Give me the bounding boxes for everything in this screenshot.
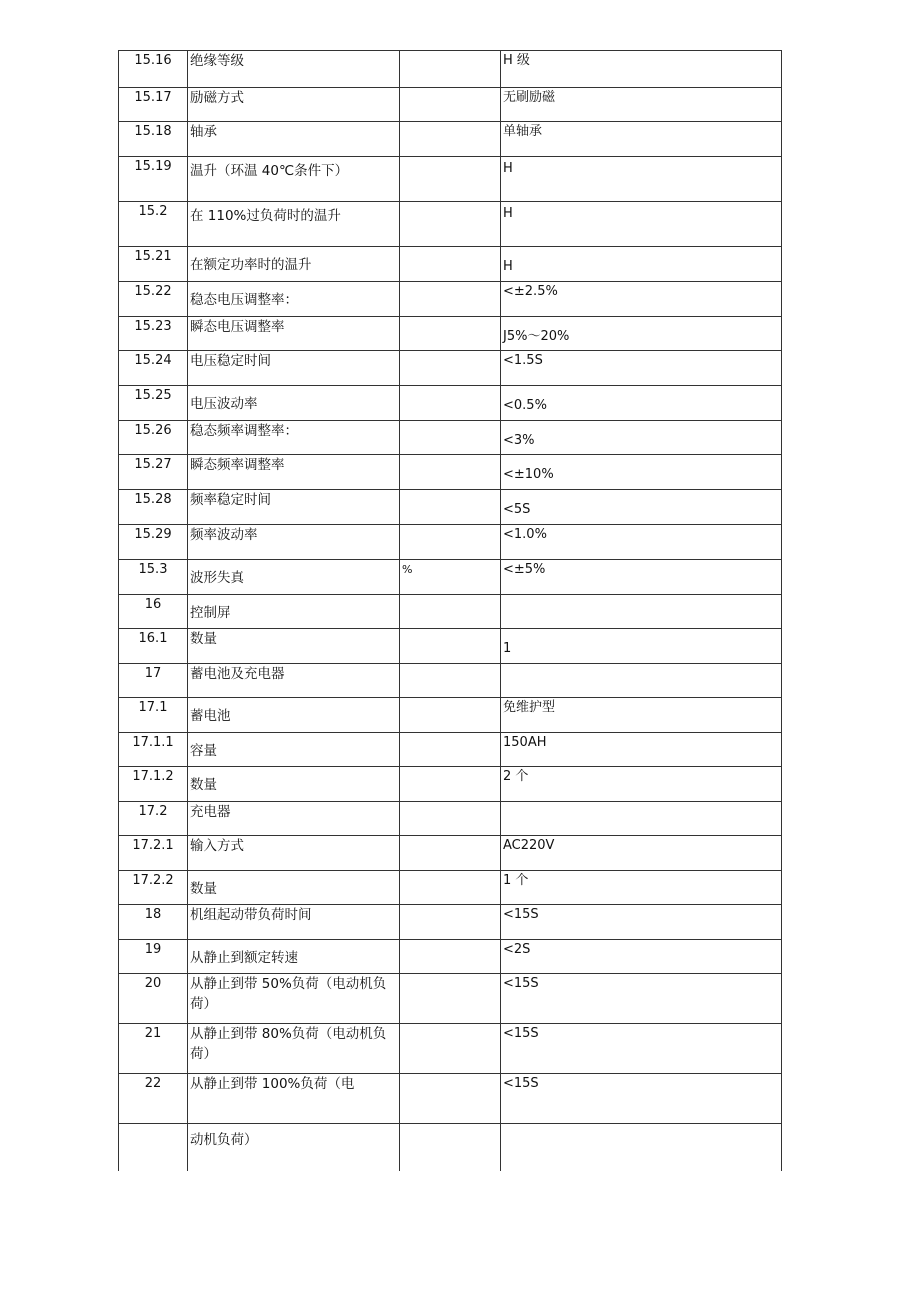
row-item: 输入方式	[188, 836, 400, 871]
row-number: 15.23	[119, 317, 188, 351]
row-number: 21	[119, 1024, 188, 1074]
table-row	[119, 560, 782, 595]
row-value: <2S	[501, 940, 782, 974]
row-unit	[400, 88, 501, 122]
row-number: 17.2.1	[119, 836, 188, 871]
row-value: H	[501, 247, 782, 282]
row-unit	[400, 1124, 501, 1171]
table-row	[119, 905, 782, 940]
row-item: 电压稳定时间	[188, 351, 400, 386]
row-item: 容量	[188, 733, 400, 767]
row-item: 从静止到带 80%负荷（电动机负荷）	[188, 1024, 400, 1074]
row-unit	[400, 1024, 501, 1074]
row-number: 16	[119, 595, 188, 629]
row-unit	[400, 802, 501, 836]
row-item: 从静止到带 50%负荷（电动机负荷）	[188, 974, 400, 1024]
row-value	[501, 802, 782, 836]
table-row	[119, 1124, 782, 1171]
row-unit	[400, 629, 501, 664]
row-unit	[400, 698, 501, 733]
spec-table-body	[119, 51, 782, 1171]
row-unit	[400, 767, 501, 802]
table-row	[119, 836, 782, 871]
row-value: 免维护型	[501, 698, 782, 733]
row-value: 1	[501, 629, 782, 664]
row-item: 数量	[188, 767, 400, 802]
row-item: 稳态频率调整率：	[188, 421, 400, 455]
row-item: 在额定功率时的温升	[188, 247, 400, 282]
row-value: H	[501, 157, 782, 202]
row-item: 在 110%过负荷时的温升	[188, 202, 400, 247]
row-item: 温升（环温 40℃条件下）	[188, 157, 400, 202]
row-unit	[400, 157, 501, 202]
row-number: 15.28	[119, 490, 188, 525]
row-number: 17.2.2	[119, 871, 188, 905]
row-value: <5S	[501, 490, 782, 525]
table-row	[119, 317, 782, 351]
table-row	[119, 525, 782, 560]
table-row	[119, 595, 782, 629]
row-number: 15.16	[119, 51, 188, 88]
row-value: <±2.5%	[501, 282, 782, 317]
row-unit	[400, 940, 501, 974]
row-value: J5%～20%	[501, 317, 782, 351]
row-unit	[400, 490, 501, 525]
row-number: 17.1.1	[119, 733, 188, 767]
row-number: 15.19	[119, 157, 188, 202]
table-row	[119, 51, 782, 88]
row-unit	[400, 247, 501, 282]
table-row	[119, 629, 782, 664]
row-unit	[400, 1074, 501, 1124]
table-row	[119, 88, 782, 122]
row-number: 15.2	[119, 202, 188, 247]
row-number: 20	[119, 974, 188, 1024]
row-number: 15.17	[119, 88, 188, 122]
row-number: 15.24	[119, 351, 188, 386]
row-number: 15.25	[119, 386, 188, 421]
row-number: 15.29	[119, 525, 188, 560]
row-unit	[400, 386, 501, 421]
table-row	[119, 940, 782, 974]
table-row	[119, 767, 782, 802]
row-item: 频率稳定时间	[188, 490, 400, 525]
row-item: 绝缘等级	[188, 51, 400, 88]
row-item: 从静止到额定转速	[188, 940, 400, 974]
table-row	[119, 664, 782, 698]
row-number: 18	[119, 905, 188, 940]
row-number: 15.27	[119, 455, 188, 490]
row-value: <15S	[501, 1024, 782, 1074]
table-row	[119, 974, 782, 1024]
table-row	[119, 490, 782, 525]
row-item: 控制屏	[188, 595, 400, 629]
table-row	[119, 386, 782, 421]
row-value: 单轴承	[501, 122, 782, 157]
row-number: 17.1	[119, 698, 188, 733]
table-row	[119, 698, 782, 733]
row-item: 动机负荷）	[188, 1124, 400, 1171]
row-item: 充电器	[188, 802, 400, 836]
row-value: 1 个	[501, 871, 782, 905]
row-number: 17	[119, 664, 188, 698]
table-row	[119, 202, 782, 247]
row-item: 轴承	[188, 122, 400, 157]
table-row	[119, 1074, 782, 1124]
row-unit	[400, 351, 501, 386]
table-row	[119, 455, 782, 490]
table-row	[119, 247, 782, 282]
row-item: 机组起动带负荷时间	[188, 905, 400, 940]
table-row	[119, 802, 782, 836]
row-unit	[400, 202, 501, 247]
row-value: <1.0%	[501, 525, 782, 560]
row-value: <15S	[501, 974, 782, 1024]
row-unit	[400, 317, 501, 351]
row-value	[501, 1124, 782, 1171]
row-unit	[400, 733, 501, 767]
row-value: <15S	[501, 905, 782, 940]
row-item: 波形失真	[188, 560, 400, 595]
row-unit	[400, 595, 501, 629]
row-number: 22	[119, 1074, 188, 1124]
row-unit	[400, 664, 501, 698]
row-item: 励磁方式	[188, 88, 400, 122]
row-value	[501, 664, 782, 698]
row-item: 从静止到带 100%负荷（电	[188, 1074, 400, 1124]
row-value: 150AH	[501, 733, 782, 767]
spec-table	[118, 50, 782, 1171]
row-item: 蓄电池	[188, 698, 400, 733]
row-item: 频率波动率	[188, 525, 400, 560]
row-number: 19	[119, 940, 188, 974]
row-value: <1.5S	[501, 351, 782, 386]
table-row	[119, 421, 782, 455]
row-item: 瞬态电压调整率	[188, 317, 400, 351]
row-item: 蓄电池及充电器	[188, 664, 400, 698]
row-value: <±10%	[501, 455, 782, 490]
row-number: 15.18	[119, 122, 188, 157]
row-unit	[400, 836, 501, 871]
table-row	[119, 733, 782, 767]
row-unit	[400, 871, 501, 905]
row-number: 17.1.2	[119, 767, 188, 802]
row-value: H 级	[501, 51, 782, 88]
row-number: 15.21	[119, 247, 188, 282]
row-item: 瞬态频率调整率	[188, 455, 400, 490]
row-unit	[400, 51, 501, 88]
row-value	[501, 595, 782, 629]
row-value: AC220V	[501, 836, 782, 871]
row-unit	[400, 905, 501, 940]
row-value: <0.5%	[501, 386, 782, 421]
row-number: 17.2	[119, 802, 188, 836]
row-unit	[400, 122, 501, 157]
row-unit: %	[400, 560, 501, 595]
row-number: 15.26	[119, 421, 188, 455]
row-value: <15S	[501, 1074, 782, 1124]
row-value: H	[501, 202, 782, 247]
row-value: 无刷励磁	[501, 88, 782, 122]
row-value: <±5%	[501, 560, 782, 595]
row-number: 15.22	[119, 282, 188, 317]
row-value: 2 个	[501, 767, 782, 802]
table-row	[119, 282, 782, 317]
table-row	[119, 1024, 782, 1074]
row-unit	[400, 421, 501, 455]
row-number: 16.1	[119, 629, 188, 664]
row-value: <3%	[501, 421, 782, 455]
row-item: 数量	[188, 629, 400, 664]
row-unit	[400, 455, 501, 490]
table-row	[119, 351, 782, 386]
row-unit	[400, 282, 501, 317]
row-item: 数量	[188, 871, 400, 905]
row-item: 稳态电压调整率：	[188, 282, 400, 317]
row-number	[119, 1124, 188, 1171]
table-row	[119, 122, 782, 157]
table-row	[119, 157, 782, 202]
row-unit	[400, 974, 501, 1024]
row-item: 电压波动率	[188, 386, 400, 421]
row-number: 15.3	[119, 560, 188, 595]
table-row	[119, 871, 782, 905]
row-unit	[400, 525, 501, 560]
